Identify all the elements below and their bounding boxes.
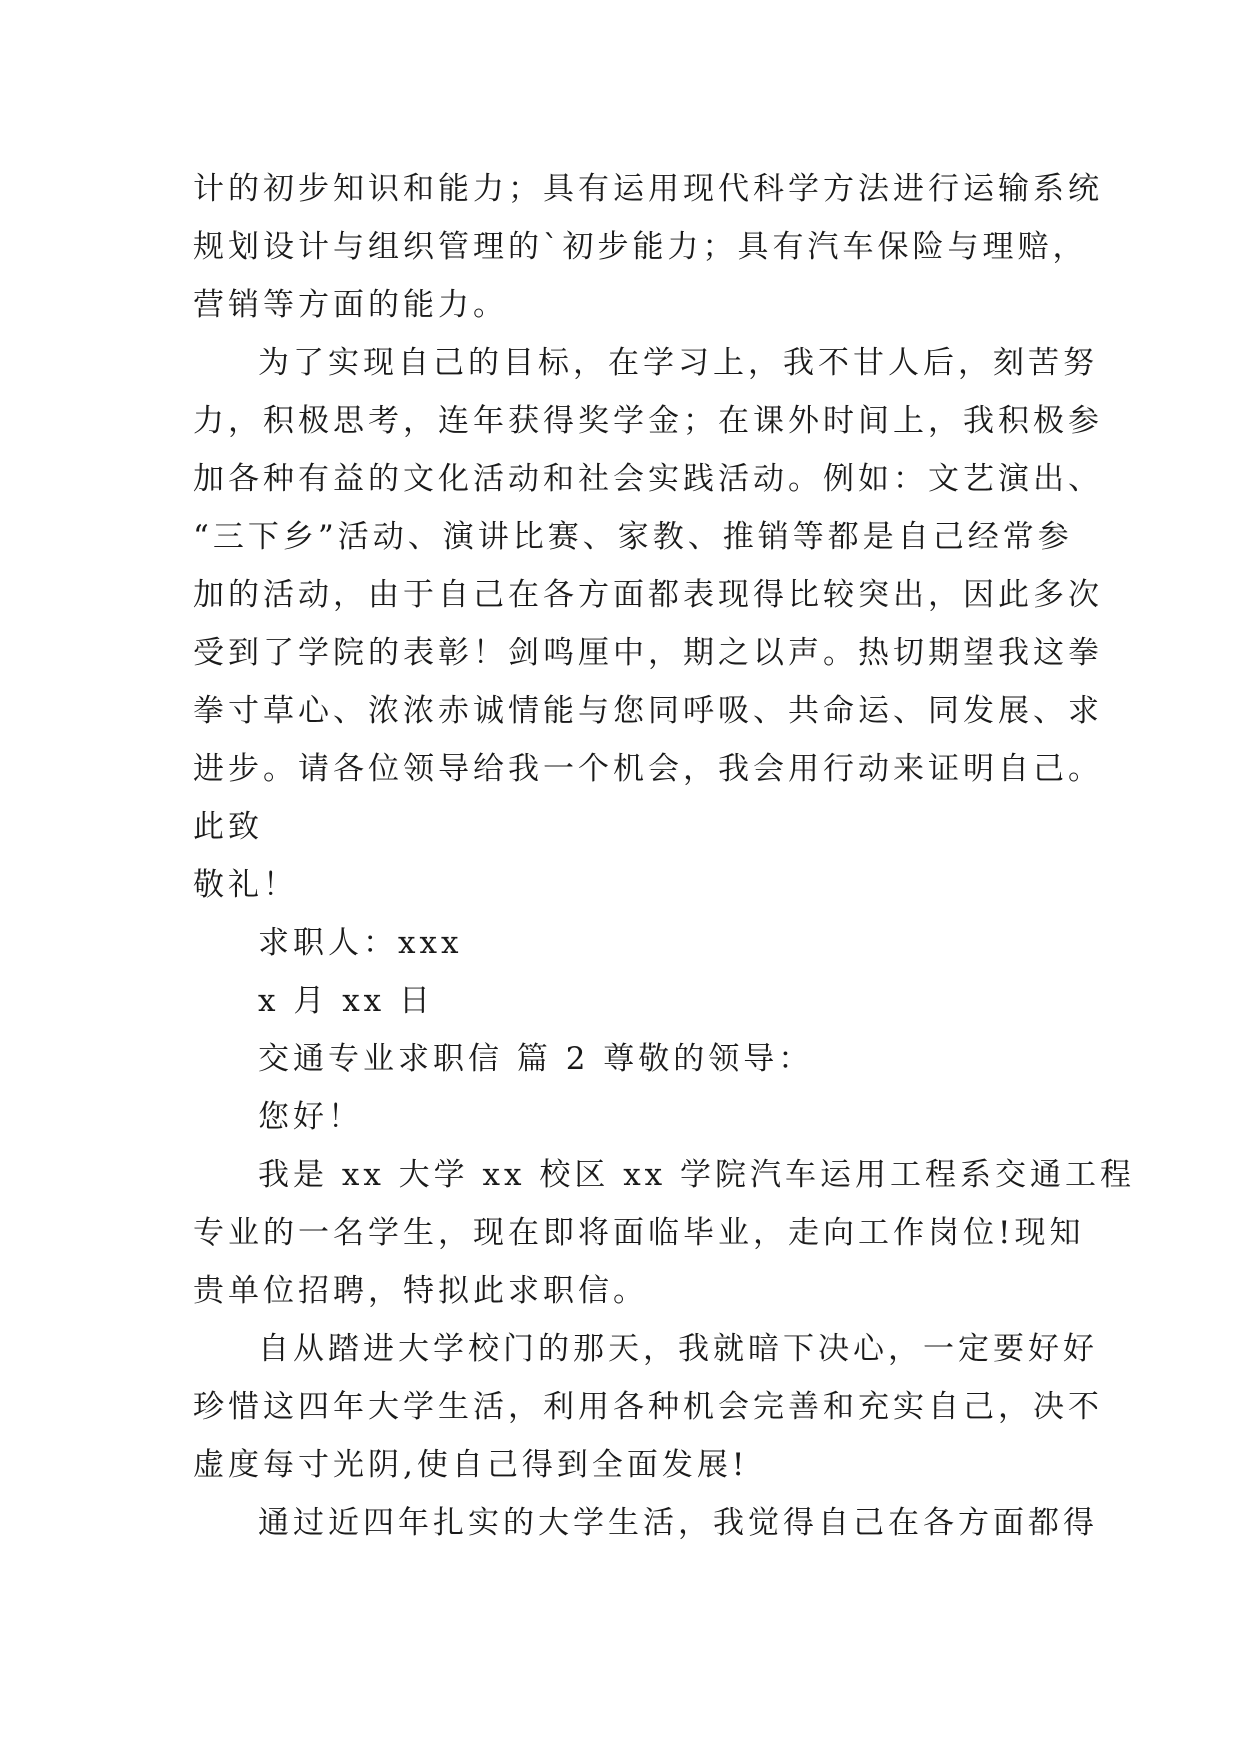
signature-applicant: 求职人：xxx: [258, 925, 463, 961]
text-line: 自从踏进大学校门的那天，我就暗下决心，一定要好好: [258, 1331, 1098, 1367]
text-line: 力，积极思考，连年获得奖学金；在课外时间上，我积极参: [193, 403, 1103, 439]
text-line: 加各种有益的文化活动和社会实践活动。例如：文艺演出、: [193, 461, 1103, 497]
text-line: 虚度每寸光阴,使自己得到全面发展!: [193, 1447, 749, 1483]
text-line: 通过近四年扎实的大学生活，我觉得自己在各方面都得: [258, 1505, 1098, 1541]
closing-regards: 敬礼！: [193, 867, 298, 903]
text-line: 为了实现自己的目标，在学习上，我不甘人后，刻苦努: [258, 345, 1098, 381]
text-line: 加的活动，由于自己在各方面都表现得比较突出，因此多次: [193, 577, 1103, 613]
closing-salutation: 此致: [193, 809, 263, 845]
signature-date: x 月 xx 日: [258, 983, 435, 1019]
letter-body: [193, 160, 1136, 1552]
text-line: 专业的一名学生，现在即将面临毕业，走向工作岗位!现知: [193, 1215, 1085, 1251]
text-line: 贵单位招聘，特拟此求职信。: [193, 1273, 648, 1309]
text-line: 受到了学院的表彰！剑鸣厘中，期之以声。热切期望我这拳: [193, 635, 1103, 671]
text-line: 拳寸草心、浓浓赤诚情能与您同呼吸、共命运、同发展、求: [193, 693, 1103, 729]
text-line: 营销等方面的能力。: [193, 287, 508, 323]
text-line: “三下乡”活动、演讲比赛、家教、推销等都是自己经常参: [193, 519, 1073, 555]
text-line: 规划设计与组织管理的`初步能力；具有汽车保险与理赔，: [193, 229, 1088, 265]
text-line: 计的初步知识和能力；具有运用现代科学方法进行运输系统: [193, 171, 1103, 207]
text-line: 进步。请各位领导给我一个机会，我会用行动来证明自己。: [193, 751, 1103, 787]
greeting: 您好！: [258, 1099, 363, 1135]
section-heading: 交通专业求职信 篇 2 尊敬的领导：: [258, 1041, 814, 1077]
text-line: 珍惜这四年大学生活，利用各种机会完善和充实自己，决不: [193, 1389, 1103, 1425]
text-line: 我是 xx 大学 xx 校区 xx 学院汽车运用工程系交通工程: [258, 1157, 1136, 1193]
